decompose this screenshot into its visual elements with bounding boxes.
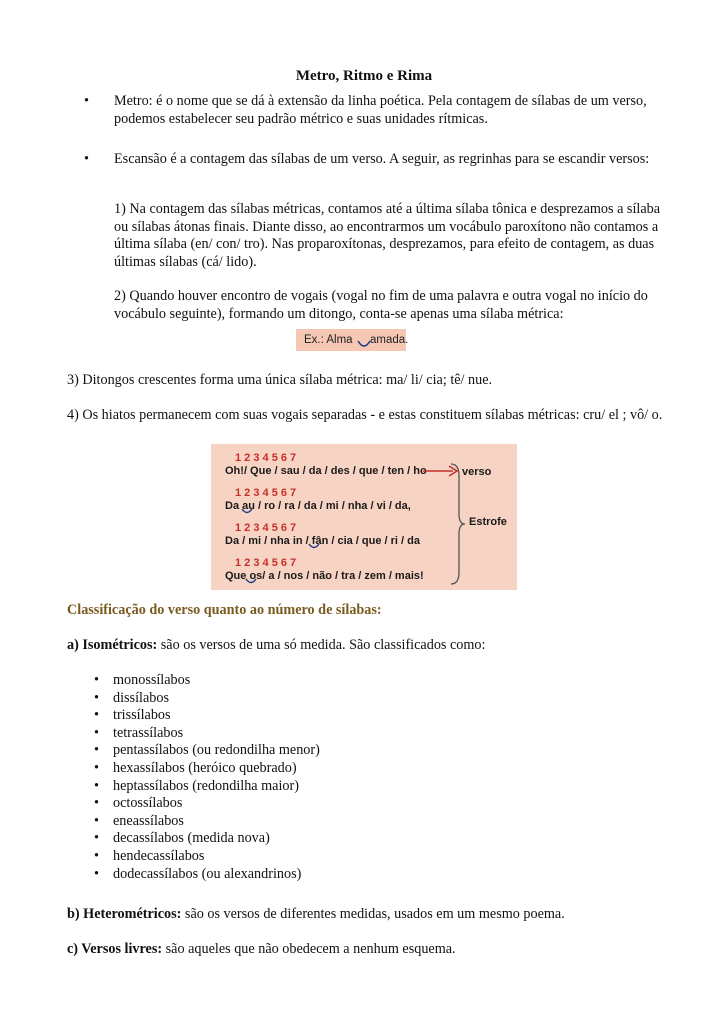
classification-heading: Classificação do verso quanto ao número de sílabas: xyxy=(67,602,382,618)
list-item: • pentassílabos (ou redondilha menor) xyxy=(94,742,494,760)
rule-3: 3) Ditongos crescentes forma uma única sílaba métrica: ma/ li/ cia; tê/ nue. xyxy=(67,372,493,388)
elision-mark-icon xyxy=(241,508,253,516)
isometricos-text: são os versos de uma só medida. São classificados como: xyxy=(157,637,486,653)
list-item: • tetrassílabos xyxy=(94,725,494,743)
list-item: • hendecassílabos xyxy=(94,848,494,866)
list-item: • dodecassílabos (ou alexandrinos) xyxy=(94,866,494,884)
versos-livres-label: c) Versos livres: xyxy=(67,941,163,957)
elision-mark-icon xyxy=(357,340,371,350)
isometricos-paragraph xyxy=(67,637,679,655)
list-item: • eneassílabos xyxy=(94,813,494,831)
bullet-metro xyxy=(84,93,676,128)
elision-mark-icon xyxy=(245,578,257,586)
page-title: Metro, Ritmo e Rima xyxy=(295,68,433,84)
example-box xyxy=(296,329,409,351)
list-item: • octossílabos xyxy=(94,795,494,813)
syllable-numbers: 1 2 3 4 5 6 7 xyxy=(235,557,297,569)
example-prefix: Ex.: Alma xyxy=(304,334,353,346)
list-item: • heptassílabos (redondilha maior) xyxy=(94,778,494,796)
versos-livres-text: são aqueles que não obedecem a nenhum esquema. xyxy=(162,941,456,957)
isometricos-label: a) Isométricos: xyxy=(67,637,158,653)
list-item: • decassílabos (medida nova) xyxy=(94,830,494,848)
rule-4: 4) Os hiatos permanecem com suas vogais separadas - e estas constituem sílabas métricas: cru/ el ; vô/ o. xyxy=(67,407,663,423)
example-suffix: amada. xyxy=(370,334,409,346)
bullet-escansao xyxy=(84,151,676,169)
list-item: • hexassílabos (heróico quebrado) xyxy=(94,760,494,778)
verse-line: Da / mi / nha in / fân / cia / que / ri / da xyxy=(225,535,420,547)
brace-icon xyxy=(449,462,467,586)
label-verso: verso xyxy=(462,466,492,478)
rule-2: 2) Quando houver encontro de vogais (vogal no fim de uma palavra e outra vogal no início do vocábulo seguinte), formando um ditongo, conta-se apenas uma sílaba métrica: xyxy=(114,288,648,322)
scansion-figure xyxy=(211,444,517,590)
list-item: • dissílabos xyxy=(94,690,494,708)
syllable-numbers: 1 2 3 4 5 6 7 xyxy=(235,522,297,534)
verse-types-list xyxy=(94,672,494,883)
verse-line: Da au / ro / ra / da / mi / nha / vi / da, xyxy=(225,500,411,512)
rule-1: 1) Na contagem das sílabas métricas, contamos até a última sílaba tônica e desprezamos a sílaba ou sílabas átonas finais. Diante disso, ao encontrarmos um vocábulo paroxítono não contamos a última sílaba (en/ con/ tro). Nas proparoxítonas, desprezamos, para efeito de contagem, as duas últimas sílabas (cá/ lido). xyxy=(114,201,661,270)
heterometricos-paragraph xyxy=(67,906,679,924)
syllable-numbers: 1 2 3 4 5 6 7 xyxy=(235,452,297,464)
bullet-dot: • xyxy=(84,93,89,109)
list-item: • monossílabos xyxy=(94,672,494,690)
heterometricos-label: b) Heterométricos: xyxy=(67,906,182,922)
versos-livres-paragraph xyxy=(67,941,679,959)
bullet-dot: • xyxy=(84,151,89,167)
verse-line: Que os/ a / nos / não / tra / zem / mais! xyxy=(225,570,424,582)
heterometricos-text: são os versos de diferentes medidas, usados em um mesmo poema. xyxy=(181,906,565,922)
label-estrofe: Estrofe xyxy=(469,516,507,528)
bullet-text: Metro: é o nome que se dá à extensão da linha poética. Pela contagem de sílabas de um verso, podemos estabelecer seu padrão métrico e suas unidades rítmicas. xyxy=(114,93,647,127)
syllable-numbers: 1 2 3 4 5 6 7 xyxy=(235,487,297,499)
bullet-text: Escansão é a contagem das sílabas de um verso. A seguir, as regrinhas para se escandir versos: xyxy=(114,151,650,167)
verse-line: Oh!/ Que / sau / da / des / que / ten / ho xyxy=(225,465,427,477)
elision-mark-icon xyxy=(308,543,320,551)
list-item: • trissílabos xyxy=(94,707,494,725)
